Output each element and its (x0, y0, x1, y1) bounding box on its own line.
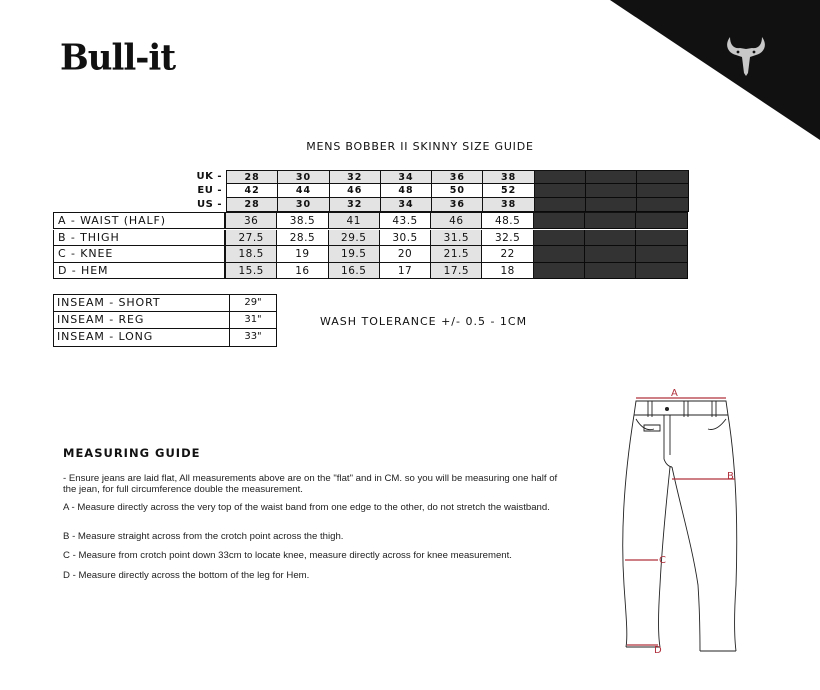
size-row-us (226, 198, 689, 212)
measurement-cell: 38.5 (277, 213, 328, 229)
measurement-cell: 18 (482, 263, 533, 280)
measurement-cell: 17 (380, 263, 431, 280)
measurement-cell: 27.5 (226, 230, 277, 247)
size-row-label-eu: EU - (197, 185, 222, 196)
unused-cell (535, 184, 586, 198)
measurement-label: D - HEM (53, 263, 226, 280)
measurement-cell: 19 (277, 246, 328, 263)
guide-step-c: C - Measure from crotch point down 33cm to locate knee, measure directly across for knee measurement. (63, 550, 512, 561)
inseam-label: INSEAM - REG (54, 312, 230, 328)
inseam-value: 29" (244, 297, 262, 308)
unused-cell (636, 230, 687, 247)
unused-cell (534, 246, 585, 263)
measurement-cell: 22 (482, 246, 533, 263)
size-cell: 44 (278, 184, 329, 198)
inseam-table (53, 294, 277, 347)
measurement-cell: 20 (380, 246, 431, 263)
size-cell: 36 (432, 171, 483, 184)
size-cell: 48 (381, 184, 432, 198)
measurement-label: B - THIGH (53, 230, 226, 247)
measurement-cell: 16 (277, 263, 328, 280)
inseam-row-long (54, 329, 276, 346)
size-cell: 32 (330, 171, 381, 184)
size-cell: 38 (483, 198, 534, 212)
size-cell: 34 (381, 198, 432, 212)
unused-cell (636, 263, 687, 280)
measurement-row-waist (53, 212, 688, 229)
unused-cell (535, 198, 586, 212)
measurement-cell: 30.5 (380, 230, 431, 247)
unused-cell (534, 230, 585, 247)
measurement-cell: 31.5 (431, 230, 482, 247)
unused-cell (637, 198, 688, 212)
unused-cell (636, 213, 687, 229)
guide-step-d: D - Measure directly across the bottom of the leg for Hem. (63, 570, 310, 581)
svg-text:D: D (654, 645, 662, 656)
measurement-cell: 48.5 (482, 213, 533, 229)
inseam-value: 31" (244, 314, 262, 325)
size-row-label-uk: UK - (196, 171, 222, 182)
size-cell: 52 (483, 184, 534, 198)
size-cell: 46 (330, 184, 381, 198)
guide-step-a: A - Measure directly across the very top of the waist band from one edge to the other, do not stretch the waistband. (63, 502, 550, 513)
size-cell: 42 (227, 184, 278, 198)
unused-cell (534, 213, 585, 229)
unused-cell (636, 246, 687, 263)
size-row-uk (226, 170, 689, 184)
inseam-row-short (54, 295, 276, 312)
unused-cell (585, 263, 636, 280)
size-row-label-us: US - (197, 199, 222, 210)
measurement-label: C - KNEE (53, 246, 226, 263)
measurement-cell: 41 (329, 213, 380, 229)
size-row-eu (226, 184, 689, 198)
svg-text:C: C (659, 555, 666, 566)
measurement-cell: 19.5 (329, 246, 380, 263)
guide-step-b: B - Measure straight across from the crotch point across the thigh. (63, 531, 344, 542)
unused-cell (534, 263, 585, 280)
unused-cell (637, 184, 688, 198)
unused-cell (637, 171, 688, 184)
size-cell: 30 (278, 171, 329, 184)
measurement-cell: 28.5 (277, 230, 328, 247)
measurement-cell: 17.5 (431, 263, 482, 280)
measurement-cell: 43.5 (380, 213, 431, 229)
inseam-row-reg (54, 312, 276, 329)
inseam-label: INSEAM - LONG (54, 329, 230, 346)
jeans-diagram (600, 385, 750, 660)
size-cell: 50 (432, 184, 483, 198)
brand-logo: Bull-it (60, 37, 176, 79)
size-cell: 28 (227, 171, 278, 184)
inseam-label: INSEAM - SHORT (54, 295, 230, 311)
size-cell: 28 (227, 198, 278, 212)
size-cell: 34 (381, 171, 432, 184)
measurement-row-hem (53, 263, 688, 280)
unused-cell (586, 184, 637, 198)
size-cell: 32 (330, 198, 381, 212)
measurement-row-knee (53, 246, 688, 263)
unused-cell (535, 171, 586, 184)
unused-cell (586, 171, 637, 184)
size-cell: 30 (278, 198, 329, 212)
measuring-guide-title: MEASURING GUIDE (63, 446, 201, 460)
bull-horns-icon (724, 35, 768, 77)
unused-cell (585, 230, 636, 247)
page-title: MENS BOBBER II SKINNY SIZE GUIDE (306, 140, 534, 153)
measurement-label: A - WAIST (HALF) (53, 213, 226, 229)
measurement-cell: 36 (226, 213, 277, 229)
wash-tolerance-note: WASH TOLERANCE +/- 0.5 - 1CM (320, 315, 528, 328)
inseam-value: 33" (244, 331, 262, 342)
size-cell: 38 (483, 171, 534, 184)
unused-cell (586, 198, 637, 212)
measurement-cell: 21.5 (431, 246, 482, 263)
unused-cell (585, 246, 636, 263)
measurement-cell: 15.5 (226, 263, 277, 280)
guide-intro: - Ensure jeans are laid flat, All measurements above are on the "flat" and in CM. so you will be measuring one half of the jean, for full circumference double the measurement. (63, 473, 558, 495)
measurement-cell: 16.5 (329, 263, 380, 280)
diagram-label-a: A (671, 388, 678, 399)
corner-banner (610, 0, 820, 140)
measurement-row-thigh (53, 230, 688, 247)
svg-text:B: B (727, 471, 734, 482)
measurement-cell: 32.5 (482, 230, 533, 247)
measurement-cell: 46 (431, 213, 482, 229)
size-cell: 36 (432, 198, 483, 212)
measurement-cell: 18.5 (226, 246, 277, 263)
unused-cell (585, 213, 636, 229)
measurement-cell: 29.5 (329, 230, 380, 247)
